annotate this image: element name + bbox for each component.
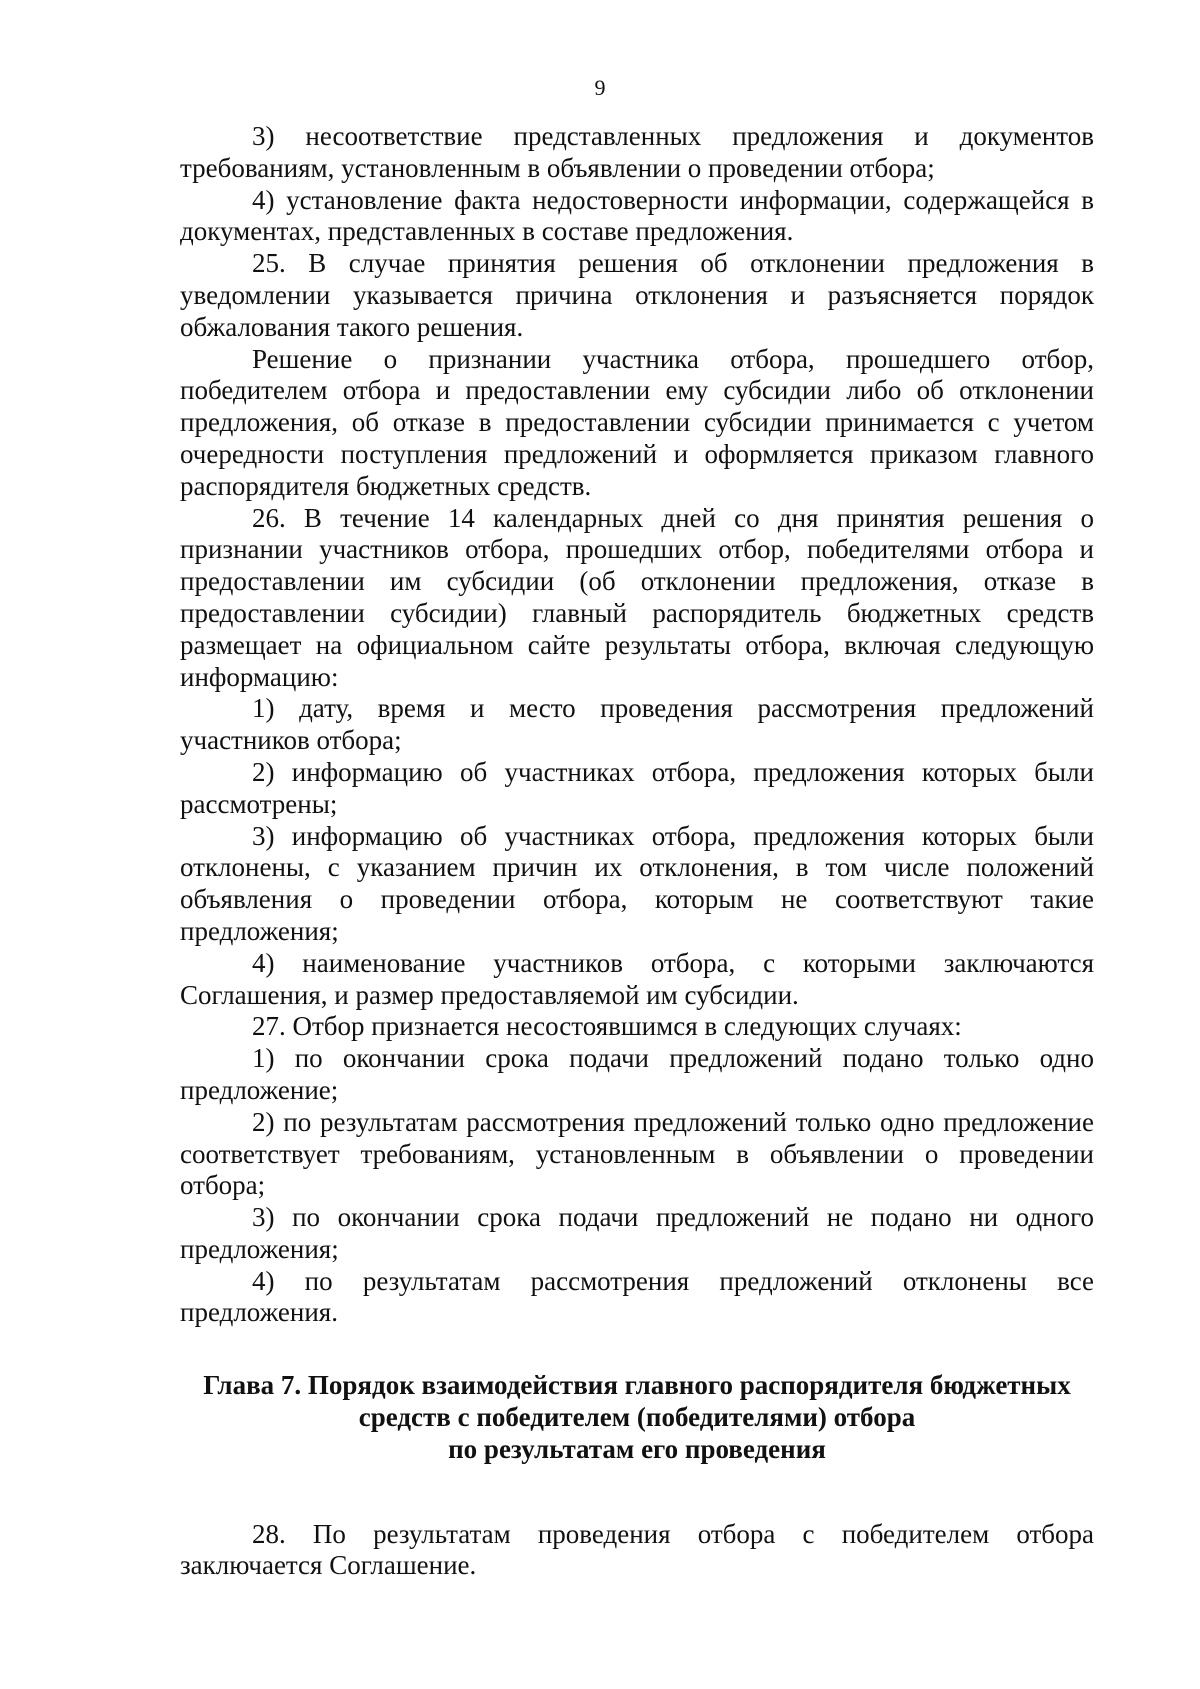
document-body [180,121,1094,1582]
paragraph-26-item-2: 2) информацию об участниках отбора, предложения которых были рассмотрены; [180,756,1094,819]
paragraph-26: 26. В течение 14 календарных дней со дня принятия решения о признании участников отбора, прошедших отбор, победителями отбора и предоставлении им субсидии (об отклонении предложения, отказе в предоставлении субсидии) главный распорядитель бюджетных средств размещает на официальном сайте результаты отбора, включая следующую информацию: [180,502,1094,692]
paragraph-27-item-4: 4) по результатам рассмотрения предложений отклонены все предложения. [180,1265,1094,1328]
paragraph-27-item-2: 2) по результатам рассмотрения предложений только одно предложение соответствует требованиям, установленным в объявлении о проведении отбора; [180,1106,1094,1201]
chapter-heading-line-3: по результатам его проведения [448,1433,826,1464]
paragraph-28: 28. По результатам проведения отбора с победителем отбора заключается Соглашение. [180,1518,1094,1581]
paragraph-27-item-3: 3) по окончании срока подачи предложений не подано ни одного предложения; [180,1202,1094,1264]
paragraph-decision: Решение о признании участника отбора, прошедшего отбор, победителем отбора и предоставлении ему субсидии либо об отклонении предложения, об отказе в предоставлении субсидии принимается с учетом очередности поступления предложений и оформляется приказом главного распорядителя бюджетных средств. [180,343,1094,501]
page-number: 9 [594,75,606,100]
chapter-heading [180,1329,1094,1518]
paragraph-27: 27. Отбор признается несостоявшимся в следующих случаях: [252,1011,962,1042]
chapter-heading-line-2: средств с победителем (победителями) отбора [358,1402,916,1433]
chapter-heading-line-1: Глава 7. Порядок взаимодействия главного распорядителя бюджетных [203,1370,1071,1401]
paragraph-26-item-3: 3) информацию об участниках отбора, предложения которых были отклонены, с указанием причин их отклонения, в том числе положений объявления о проведении отбора, которым не соответствуют такие предложения; [180,820,1094,946]
paragraph-item-3-nonconformity: 3) несоответствие представленных предложения и документов требованиям, установленным в объявлении о проведении отбора; [180,121,1094,183]
paragraph-25: 25. В случае принятия решения об отклонении предложения в уведомлении указывается причина отклонения и разъясняется порядок обжалования такого решения. [180,248,1094,342]
paragraph-item-4-unreliable-info: 4) установление факта недостоверности информации, содержащейся в документах, представленных в составе предложения. [180,184,1094,247]
paragraph-26-item-1: 1) дату, время и место проведения рассмотрения предложений участников отбора; [180,693,1094,756]
paragraph-26-item-4: 4) наименование участников отбора, с которыми заключаются Соглашения, и размер предоставляемой им субсидии. [180,947,1094,1010]
paragraph-27-item-1: 1) по окончании срока подачи предложений подано только одно предложение; [180,1043,1094,1105]
